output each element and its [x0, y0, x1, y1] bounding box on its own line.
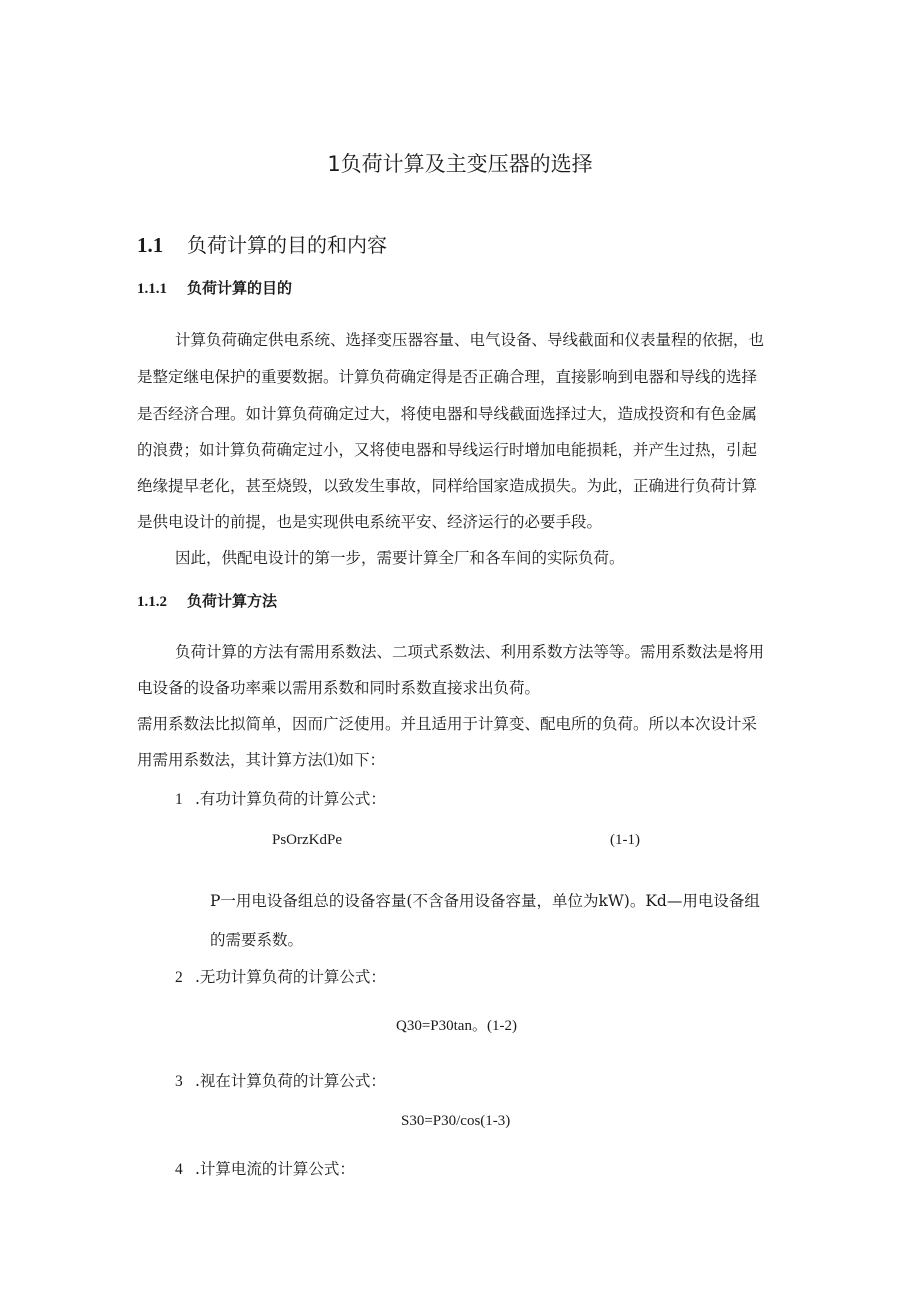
- subsection-title: 负荷计算的目的: [187, 279, 293, 297]
- list-number: 4: [175, 1161, 183, 1178]
- paragraph-line: 负荷计算的方法有需用系数法、二项式系数法、利用系数方法等等。需用系数法是将用: [175, 643, 765, 661]
- list-text: .计算电流的计算公式：: [195, 1160, 355, 1178]
- paragraph-line: 用需用系数法，其计算方法⑴如下：: [137, 751, 386, 769]
- subsection-number: 1.1.1: [137, 281, 167, 297]
- list-number: 2: [175, 969, 183, 986]
- list-item: [175, 965, 386, 987]
- paragraph-line: 电设备的设备功率乘以需用系数和同时系数直接求出负荷。: [137, 679, 541, 697]
- equation-number: (1-1): [610, 832, 640, 848]
- equation: PsOrzKdPe: [272, 832, 342, 848]
- subsection-heading: [137, 590, 277, 611]
- list-text: .无功计算负荷的计算公式：: [195, 968, 386, 986]
- list-item: [175, 1157, 355, 1179]
- paragraph-line: 绝缘提早老化，甚至烧毁，以致发生事故，同样给国家造成损失。为此，正确进行负荷计算: [137, 477, 758, 495]
- list-item: [175, 1069, 386, 1091]
- list-text: .有功计算负荷的计算公式：: [195, 790, 386, 808]
- paragraph-line: 的浪费；如计算负荷确定过小，又将使电器和导线运行时增加电能损耗，并产生过热，引起: [137, 441, 758, 459]
- section-number: 1.1: [137, 233, 164, 257]
- list-item: [175, 787, 386, 809]
- section-heading: [137, 229, 387, 258]
- subsection-title: 负荷计算方法: [187, 592, 278, 610]
- equation: S30=P30/cos(1-3): [401, 1113, 511, 1129]
- paragraph-line: 是否经济合理。如计算负荷确定过大，将使电器和导线截面选择过大，造成投资和有色金属: [137, 405, 758, 423]
- section-title: 负荷计算的目的和内容: [187, 233, 387, 257]
- page-title: 1负荷计算及主变压器的选择: [327, 152, 593, 176]
- note-line: P一用电设备组总的设备容量(不含备用设备容量，单位为kW)。Kd—用电设备组: [210, 892, 760, 910]
- subsection-number: 1.1.2: [137, 594, 167, 610]
- paragraph-line: 因此，供配电设计的第一步，需要计算全厂和各车间的实际负荷。: [175, 549, 625, 567]
- note-line: 的需要系数。: [210, 931, 304, 949]
- list-number: 1: [175, 791, 183, 808]
- paragraph-line: 需用系数法比拟简单，因而广泛使用。并且适用于计算变、配电所的负荷。所以本次设计采: [137, 715, 758, 733]
- subsection-heading: [137, 277, 292, 298]
- equation: Q30=P30tan。(1-2): [396, 1018, 517, 1034]
- list-number: 3: [175, 1073, 183, 1090]
- list-text: .视在计算负荷的计算公式：: [195, 1072, 386, 1090]
- paragraph-line: 计算负荷确定供电系统、选择变压器容量、电气设备、导线截面和仪表量程的依据，也: [175, 331, 765, 349]
- paragraph-line: 是整定继电保护的重要数据。计算负荷确定得是否正确合理，直接影响到电器和导线的选择: [137, 368, 758, 386]
- paragraph-line: 是供电设计的前提，也是实现供电系统平安、经济运行的必要手段。: [137, 513, 603, 531]
